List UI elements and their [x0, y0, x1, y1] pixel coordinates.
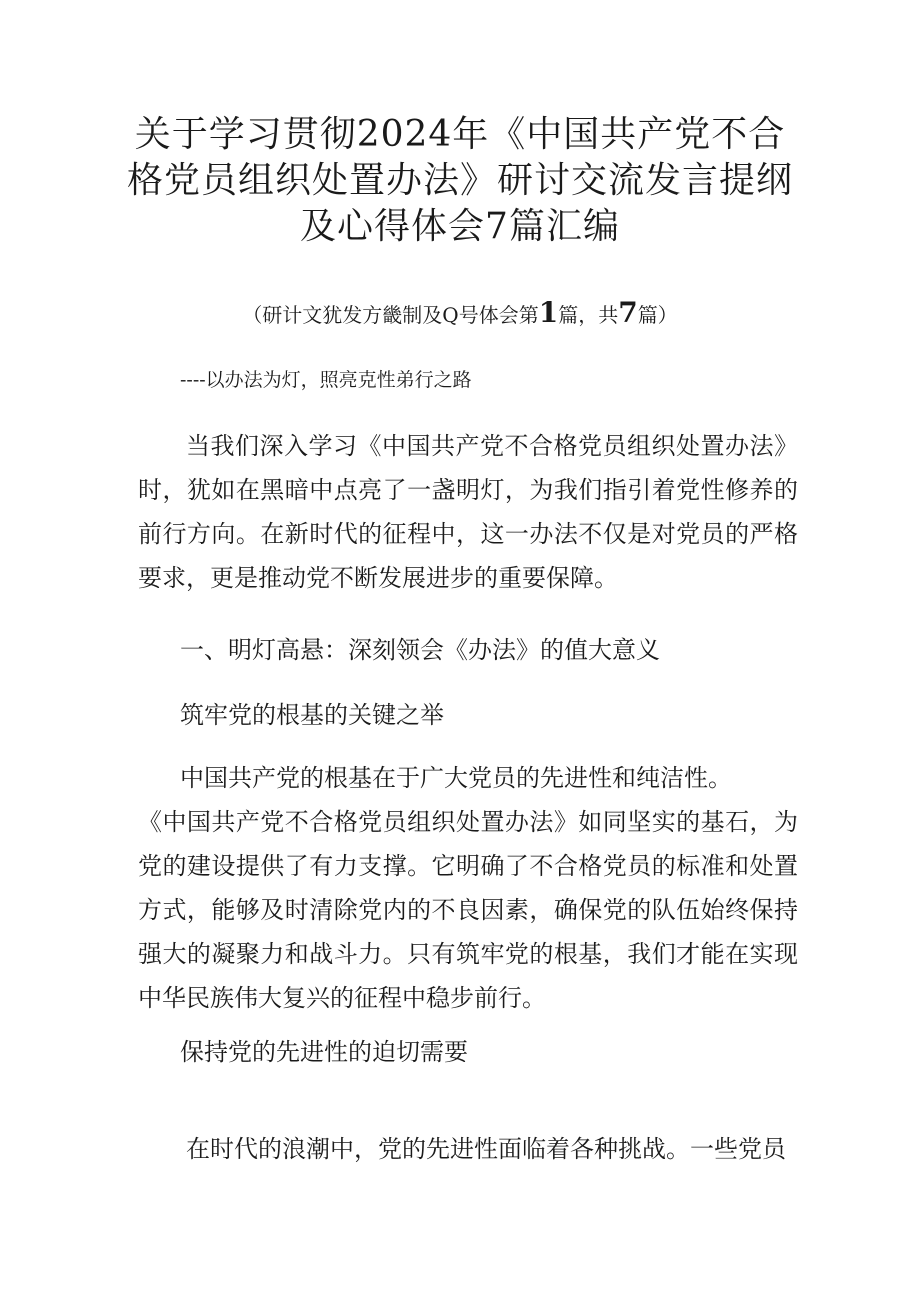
subheading-foundation: 筑牢党的根基的关键之举 — [180, 701, 444, 729]
paragraph-foundation-first-line: 中国共产党的根基在于广大党员的先进性和纯洁性。 — [180, 764, 732, 792]
paragraph-foundation-body: 《中国共产党不合格党员组织处置办法》如同坚实的基石，为党的建设提供了有力支撑。它明确了不合格党员的标准和处置方式，能够及时清除党内的不良因素，确保党的队伍始终保持强大的凝聚力和战斗力。只有筑牢党的根基，我们才能在实现中华民族伟大复兴的征程中稳步前行。 — [138, 808, 798, 1012]
document-tagline: ----以办法为灯，照亮克性弟行之路 — [180, 369, 472, 391]
subtitle-number-total: 7 — [618, 296, 638, 329]
paragraph-advancement-partial: 在时代的浪潮中，党的先进性面临着各种挑战。一些党员 — [186, 1135, 786, 1163]
document-subtitle — [150, 298, 770, 330]
subtitle-number-current: 1 — [538, 296, 559, 329]
intro-paragraph: 当我们深入学习《中国共产党不合格党员组织处置办法》时，犹如在黑暗中点亮了一盏明灯，为我们指引着党性修养的前行方向。在新时代的征程中，这一办法不仅是对党员的严格要求，更是推动党不断发展进步的重要保障。 — [138, 432, 798, 592]
subtitle-prefix: （研计文犹发方畿制及Q号体会第 — [242, 303, 539, 327]
subtitle-middle: 篇，共 — [558, 303, 619, 327]
subheading-advancement: 保持党的先进性的迫切需要 — [180, 1038, 468, 1066]
document-title: 关于学习贯彻2024年《中国共产党不合格党员组织处置办法》研讨交流发言提纲及心得体会7篇汇编 — [126, 114, 793, 247]
subtitle-suffix: 篇） — [637, 303, 678, 327]
section-heading-1: 一、明灯高悬：深刻领会《办法》的值大意义 — [180, 636, 660, 664]
